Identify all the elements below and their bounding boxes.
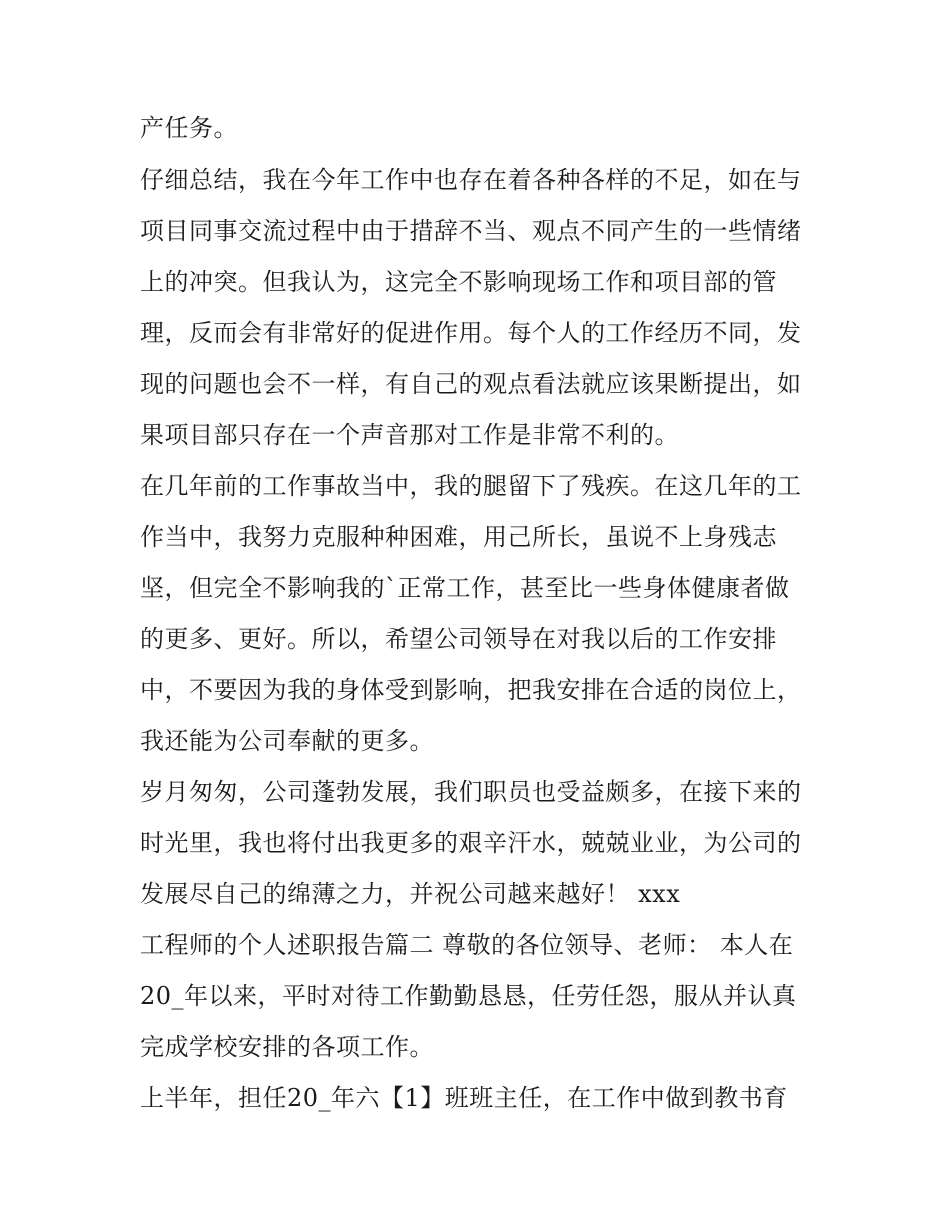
text-line: 上的冲突。但我认为，这完全不影响现场工作和项目部的管 xyxy=(140,268,777,296)
text-line: 完成学校安排的各项工作。 xyxy=(140,1033,434,1061)
text-line: 理，反而会有非常好的促进作用。每个人的工作经历不同，发 xyxy=(140,319,802,347)
text-line: 仔细总结，我在今年工作中也存在着各种各样的不足，如在与 xyxy=(140,166,802,194)
text-line: 工程师的个人述职报告篇二 尊敬的各位领导、老师： 本人在 xyxy=(140,931,794,959)
text-line: 现的问题也会不一样，有自己的观点看法就应该果断提出，如 xyxy=(140,370,802,398)
text-line: 项目同事交流过程中由于措辞不当、观点不同产生的一些情绪 xyxy=(140,217,802,245)
text-line: 中，不要因为我的身体受到影响，把我安排在合适的岗位上， xyxy=(140,676,802,704)
text-line: 发展尽自己的绵薄之力，并祝公司越来越好！ xxx xyxy=(140,880,681,908)
text-line: 岁月匆匆，公司蓬勃发展，我们职员也受益颇多，在接下来的 xyxy=(140,778,802,806)
text-line: 我还能为公司奉献的更多。 xyxy=(140,727,434,755)
text-line: 20_年以来，平时对待工作勤勤恳恳，任劳任怨，服从并认真 xyxy=(140,982,797,1010)
text-line: 在几年前的工作事故当中，我的腿留下了残疾。在这几年的工 xyxy=(140,472,802,500)
text-line: 产任务。 xyxy=(140,114,238,142)
text-line: 果项目部只存在一个声音那对工作是非常不利的。 xyxy=(140,421,679,449)
text-line: 时光里，我也将付出我更多的艰辛汗水，兢兢业业，为公司的 xyxy=(140,829,802,857)
text-line: 坚，但完全不影响我的`正常工作，甚至比一些身体健康者做 xyxy=(140,574,790,602)
text-line: 上半年，担任20_年六【1】班班主任，在工作中做到教书育 xyxy=(140,1084,788,1112)
text-line: 作当中，我努力克服种种困难，用己所长，虽说不上身残志 xyxy=(140,523,777,551)
text-line: 的更多、更好。所以，希望公司领导在对我以后的工作安排 xyxy=(140,625,777,653)
